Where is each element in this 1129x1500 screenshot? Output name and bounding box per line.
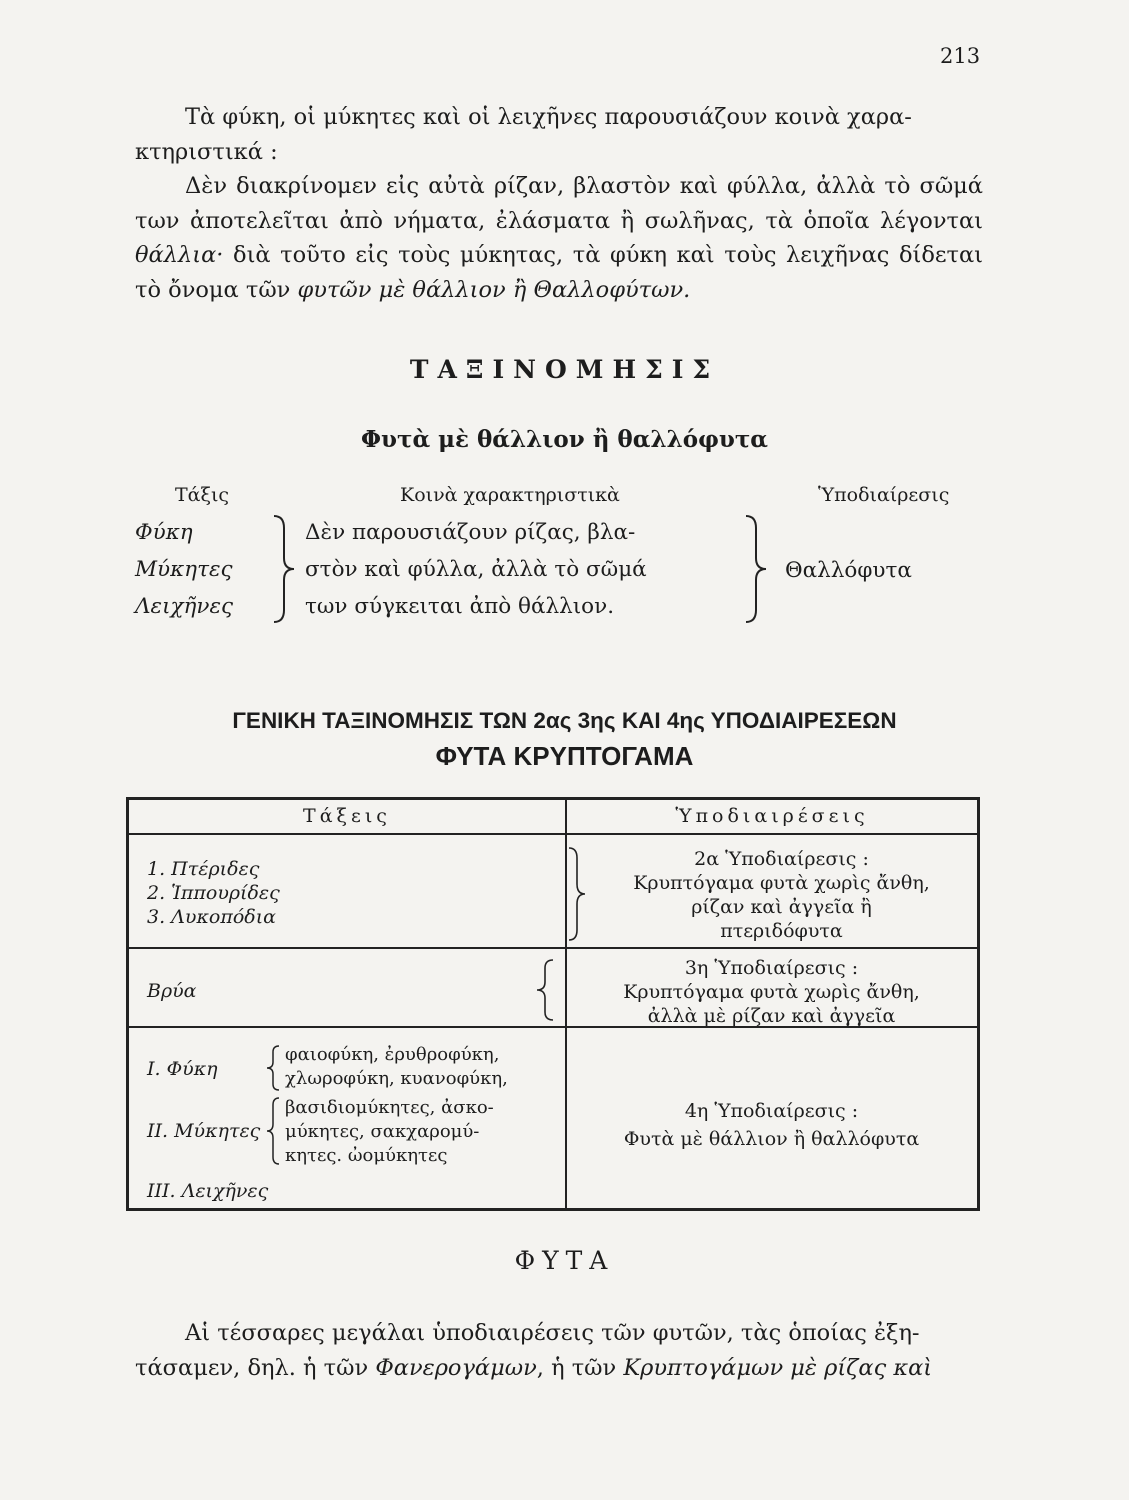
row3-fykh-sub-2: χλωροφύκη, κυανοφύκη, xyxy=(285,1068,508,1089)
closing-line-2a: τάσαμεν, δηλ. ἡ τῶν xyxy=(135,1354,376,1381)
classification-table xyxy=(126,797,980,1211)
row2-desc-2: ἀλλὰ μὲ ρίζαν καὶ ἀγγεῖα xyxy=(647,1005,896,1027)
row2-taxis-vrya: Βρύα xyxy=(147,980,197,1002)
closing-line-1: Αἱ τέσσαρες μεγάλαι ὑποδιαιρέσεις τῶν φυτῶν, τὰς ὁποίας ἐξη- xyxy=(185,1320,920,1346)
koina-line-1: Δὲν παρουσιάζουν ρίζας, βλα- xyxy=(305,520,636,545)
right-brace xyxy=(740,514,770,624)
row3-mykhtes-brace xyxy=(265,1096,281,1166)
intro-text xyxy=(135,100,983,307)
row1-taxis-ippourides: 2. Ἱππουρίδες xyxy=(147,882,280,904)
closing-line-2d: Κρυπτογάμων μὲ ρίζας καὶ xyxy=(623,1354,933,1381)
row1-brace xyxy=(567,846,587,942)
taxis-mykhtes: Μύκητες xyxy=(135,557,233,582)
table-header-rule xyxy=(129,833,977,835)
row2-title: 3η Ὑποδιαίρεσις : xyxy=(684,957,859,979)
left-brace xyxy=(270,514,300,624)
intro-p2-mid: διὰ τοῦτο εἰς τοὺς μύκητας, τὰ φύκη καὶ τοὺς λειχῆνας δίδεται τὸ ὄνομα τῶν xyxy=(135,242,983,303)
intro-p2-text: Δὲν διακρίνομεν εἰς αὐτὰ ρίζαν, βλαστὸν καὶ φύλλα, ἀλλὰ τὸ σῶμά των ἀποτελεῖται ἀπὸ νήματα, ἐλάσματα ἢ σωλῆνας, τὰ ὁποῖα λέγονται xyxy=(135,173,983,234)
row1-taxis-lykopodia: 3. Λυκοπόδια xyxy=(147,906,276,928)
ypodiairesis-thallophyta: Θαλλόφυτα xyxy=(785,558,912,583)
row3-fykh-sub-1: φαιοφύκη, ἐρυθροφύκη, xyxy=(285,1044,500,1065)
row3-mykhtes-sub-2: μύκητες, σακχαρομύ- xyxy=(285,1121,480,1142)
intro-p2-thallia: θάλλια· xyxy=(135,242,224,268)
row3-desc: Φυτὰ μὲ θάλλιον ἢ θαλλόφυτα xyxy=(623,1128,920,1150)
table-row-divider-1 xyxy=(129,947,977,949)
row3-mykhtes-sub-1: βασιδιομύκητες, ἀσκο- xyxy=(285,1097,494,1118)
row3-leixhnes: III. Λειχῆνες xyxy=(147,1180,269,1202)
intro-paragraph-2 xyxy=(135,169,983,307)
taxis-fykh: Φύκη xyxy=(135,520,193,545)
page-number: 213 xyxy=(940,44,981,68)
closing-line-2c: , ἡ τῶν xyxy=(536,1354,624,1381)
row1-desc-3: πτεριδόφυτα xyxy=(720,920,843,942)
row2-desc-1: Κρυπτόγαμα φυτὰ χωρὶς ἄνθη, xyxy=(623,981,920,1003)
taxis-leixhnes: Λειχῆνες xyxy=(135,594,234,619)
section-subtitle-kryptogama: ΦΥΤΑ ΚΡΥΠΤΟΓΑΜΑ xyxy=(435,741,694,771)
section-title-fyta: ΦΥΤΑ xyxy=(514,1246,615,1275)
row3-mykhtes: II. Μύκητες xyxy=(147,1120,261,1142)
col-header-taxis: Τάξις xyxy=(175,484,230,506)
row3-fykh-brace xyxy=(265,1044,281,1092)
row1-desc-2: ρίζαν καὶ ἀγγεῖα ἢ xyxy=(691,896,872,918)
closing-line-2 xyxy=(135,1351,983,1386)
col-header-koina: Κοινὰ χαρακτηριστικὰ xyxy=(400,484,620,506)
row2-brace xyxy=(533,958,555,1022)
intro-line-2: κτηριστικά : xyxy=(135,138,278,165)
header-ypodiaireseis: Ὑποδιαιρέσεις xyxy=(675,805,869,827)
row3-title: 4η Ὑποδιαίρεσις : xyxy=(684,1100,859,1122)
header-taxeis: Τάξεις xyxy=(303,805,391,827)
koina-line-2: στὸν καὶ φύλλα, ἀλλὰ τὸ σῶμά xyxy=(305,557,647,582)
col-header-ypodiairesis: Ὑποδιαίρεσις xyxy=(818,484,950,506)
row1-title: 2α Ὑποδιαίρεσις : xyxy=(694,848,869,870)
closing-line-2b: Φανερογάμων xyxy=(375,1354,537,1381)
intro-line-1: Τὰ φύκη, οἱ μύκητες καὶ οἱ λειχῆνες παρουσιάζουν κοινὰ χαρα- xyxy=(185,104,912,130)
section-title-taxinomisis: ΤΑΞΙΝΟΜΗΣΙΣ xyxy=(409,355,720,384)
row1-desc-1: Κρυπτόγαμα φυτὰ χωρὶς ἄνθη, xyxy=(633,872,930,894)
closing-text xyxy=(135,1316,983,1385)
row3-mykhtes-sub-3: κητες. ὠομύκητες xyxy=(285,1145,448,1166)
row3-fykh: I. Φύκη xyxy=(147,1058,218,1080)
section-title-general: ΓΕΝΙΚΗ ΤΑΞΙΝΟΜΗΣΙΣ ΤΩΝ 2ας 3ης ΚΑΙ 4ης ΥΠΟΔΙΑΙΡΕΣΕΩΝ xyxy=(232,708,897,733)
section-subtitle-thallophyta: Φυτὰ μὲ θάλλιον ἢ θαλλόφυτα xyxy=(360,426,769,453)
koina-line-3: των σύγκειται ἀπὸ θάλλιον. xyxy=(305,594,615,619)
row1-taxis-pterides: 1. Πτέριδες xyxy=(147,858,260,880)
intro-p2-end: φυτῶν μὲ θάλλιον ἢ Θαλλοφύτων. xyxy=(297,276,691,303)
